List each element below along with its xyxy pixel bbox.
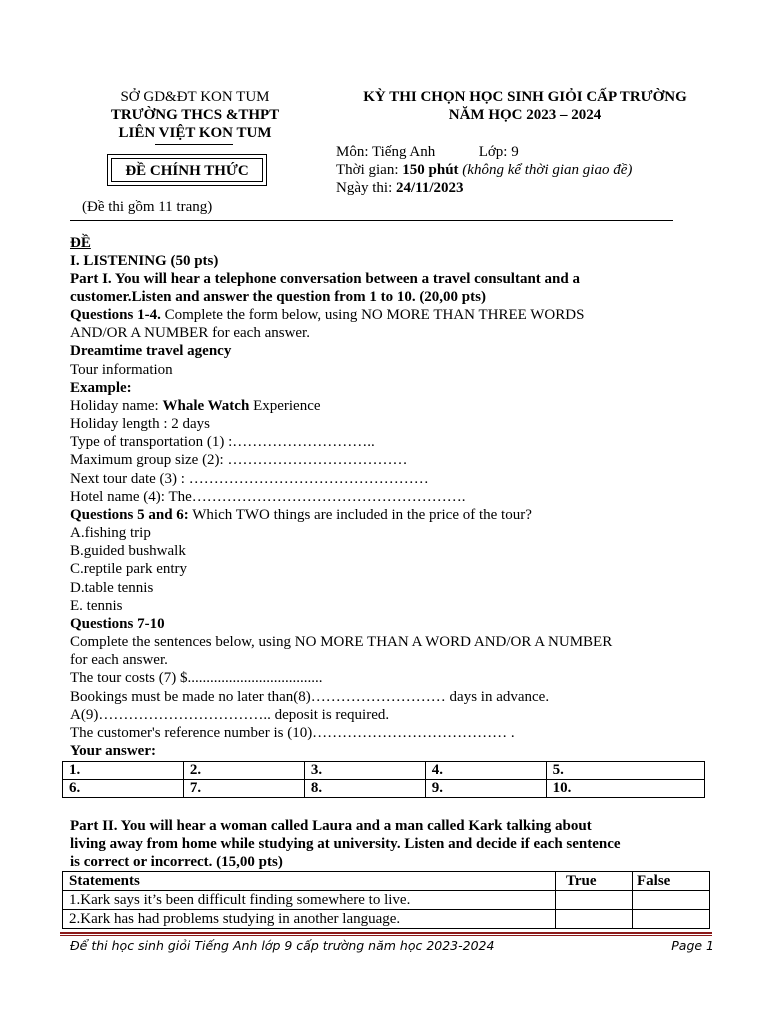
answer-cell[interactable]: 8. <box>304 780 425 798</box>
q7-10-instruction-2: for each answer. <box>70 652 168 668</box>
answer-cell[interactable]: 1. <box>63 762 184 780</box>
sentence-10: The customer's reference number is (10)………………………………… . <box>70 725 515 741</box>
date-label: Ngày thi: <box>336 180 393 196</box>
statements-table <box>62 871 710 929</box>
table-header-row <box>63 872 710 891</box>
pages-note: (Đề thi gồm 11 trang) <box>82 199 213 215</box>
option-a: A.fishing trip <box>70 525 151 541</box>
q5-6-label: Questions 5 and 6: <box>70 507 189 523</box>
agency-name: Dreamtime travel agency <box>70 343 232 359</box>
footer-rule <box>60 932 712 934</box>
q7-10-instruction: Complete the sentences below, using NO MORE THAN A WORD AND/OR A NUMBER <box>70 634 613 650</box>
section-listening: I. LISTENING (50 pts) <box>70 253 219 269</box>
option-b: B.guided bushwalk <box>70 543 186 559</box>
example-label: Example: <box>70 380 132 396</box>
option-c: C.reptile park entry <box>70 561 188 577</box>
option-d: D.table tennis <box>70 580 154 596</box>
group-size-item: Maximum group size (2): ……………………………… <box>70 452 408 468</box>
holiday-name-line <box>70 397 321 415</box>
tour-info: Tour information <box>70 362 173 378</box>
official-stamp-box <box>107 154 267 186</box>
option-e: E. tennis <box>70 598 123 614</box>
holiday-name-label: Holiday name: <box>70 398 159 414</box>
true-header: True <box>556 872 633 891</box>
true-cell[interactable] <box>556 910 633 929</box>
answer-table <box>62 761 705 798</box>
q1-4-label: Questions 1-4. <box>70 307 161 323</box>
school-header <box>70 88 320 142</box>
sentence-9: A(9)…………………………….. deposit is required. <box>70 707 390 723</box>
time-line <box>336 161 632 179</box>
part2-instruction-2: living away from home while studying at university. Listen and decide if each sentence <box>70 836 621 852</box>
answer-cell[interactable]: 9. <box>425 780 546 798</box>
de-heading: ĐỀ <box>70 235 91 251</box>
official-label: ĐỀ CHÍNH THỨC <box>111 158 263 182</box>
school-name-line1: TRƯỜNG THCS &THPT <box>110 107 280 123</box>
q5-6-instruction <box>70 506 532 524</box>
exam-year: NĂM HỌC 2023 – 2024 <box>448 107 602 123</box>
footer-title: Để thi học sinh giỏi Tiếng Anh lớp 9 cấp trường năm học 2023-2024 <box>70 938 495 953</box>
answer-cell[interactable]: 7. <box>183 780 304 798</box>
answer-cell[interactable]: 4. <box>425 762 546 780</box>
table-row <box>63 891 710 910</box>
q1-4-instruction-2: AND/OR A NUMBER for each answer. <box>70 325 310 341</box>
false-cell[interactable] <box>633 891 710 910</box>
statements-header: Statements <box>63 872 556 891</box>
q1-4-instruction <box>70 306 584 324</box>
false-header: False <box>633 872 710 891</box>
part1-instruction-1: Part I. You will hear a telephone conversation between a travel consultant and a <box>70 271 580 287</box>
q7-10-label: Questions 7-10 <box>70 616 165 632</box>
holiday-name-rest: Experience <box>253 398 321 414</box>
subject-label: Môn: Tiếng Anh <box>336 144 436 160</box>
answer-cell[interactable]: 10. <box>546 780 704 798</box>
holiday-length: Holiday length : 2 days <box>70 416 210 432</box>
true-cell[interactable] <box>556 891 633 910</box>
table-row <box>63 780 705 798</box>
time-note: (không kể thời gian giao đề) <box>462 162 633 178</box>
page-footer <box>70 938 714 953</box>
your-answer-label: Your answer: <box>70 743 156 759</box>
header-separator <box>70 220 673 221</box>
answer-cell[interactable]: 5. <box>546 762 704 780</box>
answer-cell[interactable]: 3. <box>304 762 425 780</box>
statement-2: 2.Kark has had problems studying in another language. <box>63 910 556 929</box>
exam-header <box>330 88 720 124</box>
exam-title: KỲ THI CHỌN HỌC SINH GIỎI CẤP TRƯỜNG <box>363 89 687 105</box>
part1-instruction-2: customer.Listen and answer the question from 1 to 10. (20,00 pts) <box>70 289 486 305</box>
department-name: SỞ GD&ĐT KON TUM <box>120 89 270 105</box>
sentence-7: The tour costs (7) $.................................... <box>70 670 323 686</box>
q1-4-text: Complete the form below, using NO MORE THAN THREE WORDS <box>164 307 585 323</box>
q5-6-text: Which TWO things are included in the price of the tour? <box>192 507 532 523</box>
answer-cell[interactable]: 6. <box>63 780 184 798</box>
date-line <box>336 179 464 197</box>
footer-rule-thin <box>60 935 712 936</box>
school-name-line2: LIÊN VIỆT KON TUM <box>118 125 272 141</box>
header-underline <box>155 144 233 145</box>
hotel-item: Hotel name (4): The………………………………………………. <box>70 489 466 505</box>
grade-label: Lớp: 9 <box>478 144 519 160</box>
sentence-8: Bookings must be made no later than(8)……………………… days in advance. <box>70 689 550 705</box>
part2-instruction-1: Part II. You will hear a woman called Laura and a man called Kark talking about <box>70 818 592 834</box>
answer-cell[interactable]: 2. <box>183 762 304 780</box>
time-label: Thời gian: <box>336 162 399 178</box>
part2-instruction-3: is correct or incorrect. (15,00 pts) <box>70 854 283 870</box>
page-number: Page 1 <box>671 938 714 953</box>
time-value: 150 phút <box>402 162 459 178</box>
transport-item: Type of transportation (1) :……………………….. <box>70 434 375 450</box>
false-cell[interactable] <box>633 910 710 929</box>
table-row <box>63 762 705 780</box>
next-tour-item: Next tour date (3) : ………………………………………… <box>70 471 429 487</box>
statement-1: 1.Kark says it’s been difficult finding somewhere to live. <box>63 891 556 910</box>
holiday-name-value: Whale Watch <box>162 398 250 414</box>
table-row <box>63 910 710 929</box>
date-value: 24/11/2023 <box>396 180 464 196</box>
subject-line <box>336 143 519 161</box>
